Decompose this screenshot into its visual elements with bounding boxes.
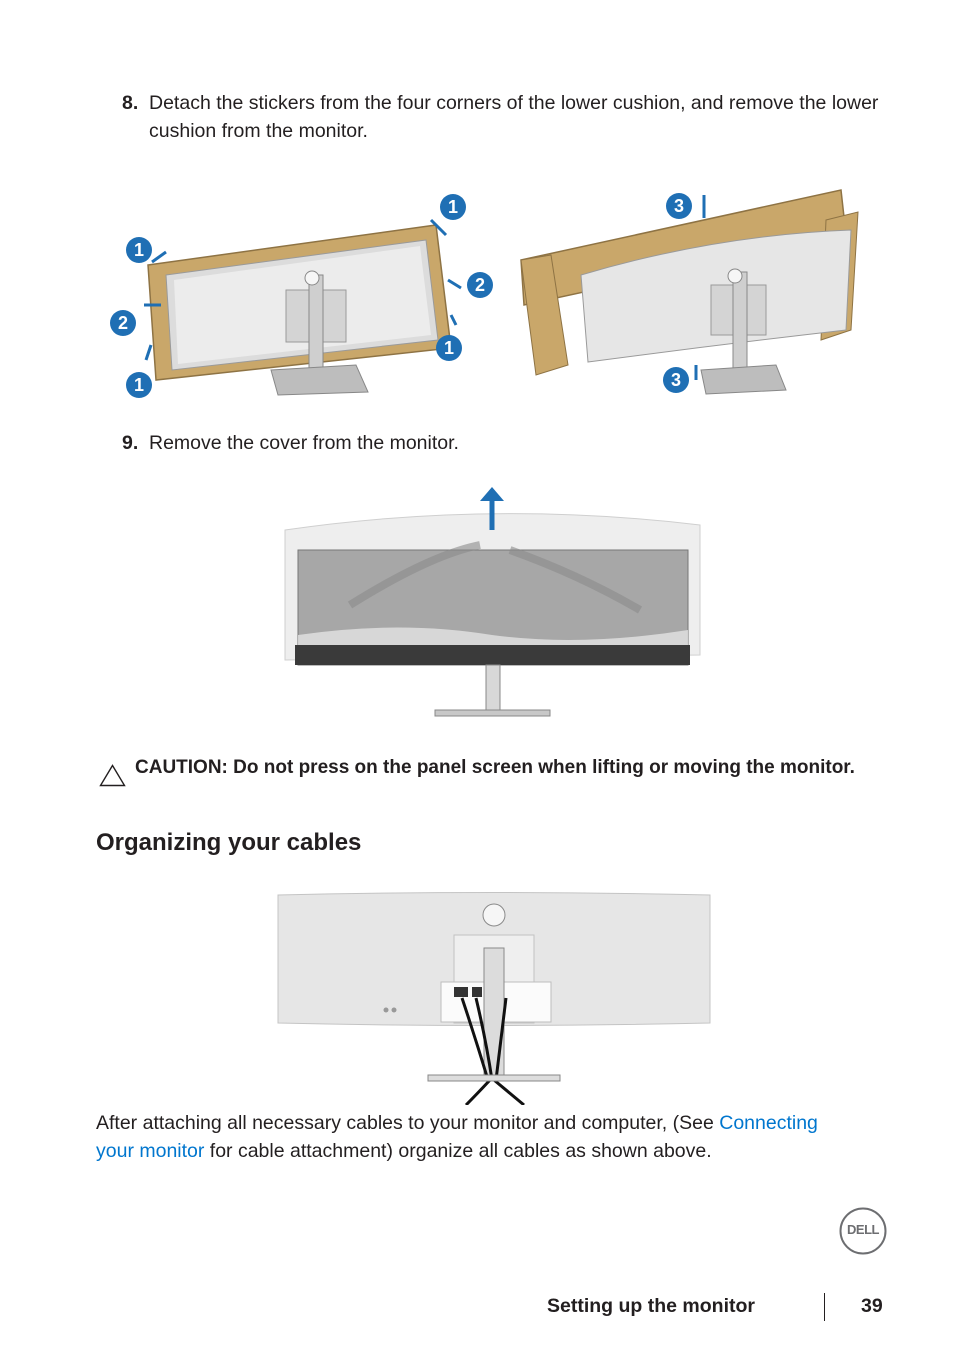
callout-1: 1 [126, 237, 152, 263]
connecting-monitor-link[interactable]: Connecting your monitor [96, 1112, 818, 1162]
callout-2: 2 [467, 272, 493, 298]
body-text: After attaching all necessary cables to your monitor and computer, (See [96, 1112, 720, 1134]
caution-icon [99, 764, 126, 787]
cushion-box-left [148, 225, 451, 395]
callout-3: 3 [663, 367, 689, 393]
callout-1: 1 [436, 335, 462, 361]
section-title: Organizing your cables [96, 829, 362, 856]
step-8 [122, 89, 882, 149]
figure-cable-management [276, 890, 712, 1105]
footer-section-title: Setting up the monitor [547, 1295, 755, 1317]
step-text: Detach the stickers from the four corners of the lower cushion, and remove the lower cushion from the monitor. [149, 92, 879, 142]
body-paragraph [96, 1109, 856, 1165]
figure-remove-cover [280, 485, 710, 720]
step-9 [122, 429, 882, 459]
callout-1: 1 [126, 372, 152, 398]
dell-logo [839, 1207, 887, 1255]
body-text: for cable attachment) organize all cables as shown above. [204, 1140, 712, 1162]
step-text: Remove the cover from the monitor. [149, 432, 459, 454]
callout-3: 3 [666, 193, 692, 219]
callout-2: 2 [110, 310, 136, 336]
step-number: 8. [122, 92, 139, 114]
step-number: 9. [122, 432, 139, 454]
figure-remove-cushion [106, 180, 866, 405]
callout-1: 1 [440, 194, 466, 220]
page-number: 39 [861, 1295, 883, 1317]
footer-divider [824, 1293, 825, 1321]
caution-text: CAUTION: Do not press on the panel screen when lifting or moving the monitor. [135, 757, 855, 778]
dell-logo-text: DELL [847, 1222, 879, 1237]
cushion-box-right [521, 190, 858, 394]
